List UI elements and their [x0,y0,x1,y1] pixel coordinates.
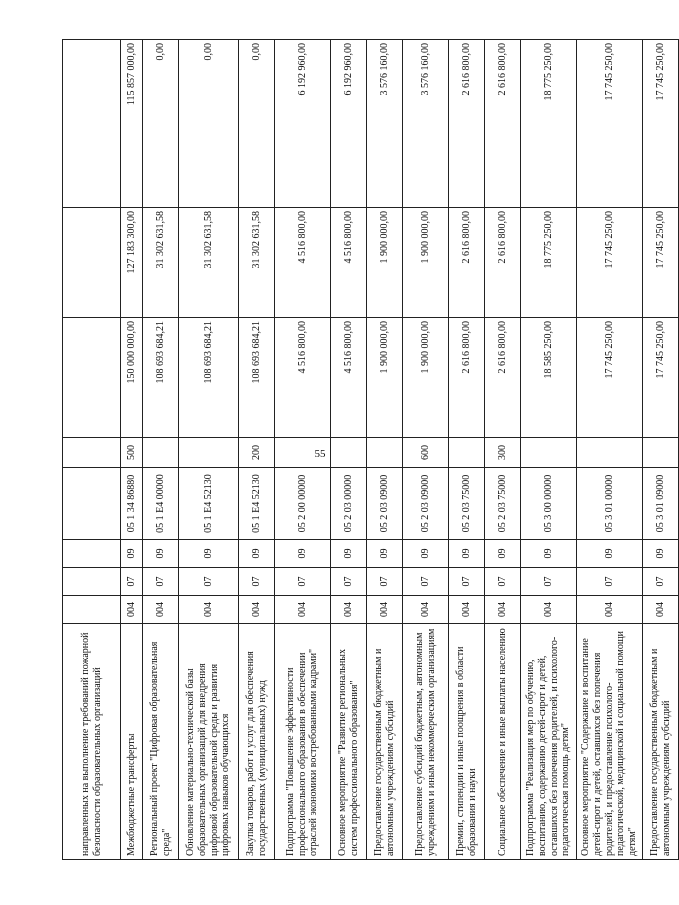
table-row [643,40,679,860]
cell-rz: 07 [121,568,143,596]
cell-amount-2: 17 745 250,00 [643,208,679,318]
cell-rz: 07 [179,568,239,596]
cell-pr: 09 [367,540,403,568]
cell-amount-2: 1 900 000,00 [403,208,449,318]
cell-amount-3: 115 857 000,00 [121,40,143,208]
cell-grbs: 004 [143,596,179,624]
cell-amount-3: 17 745 250,00 [643,40,679,208]
cell-vr: 300 [485,438,521,468]
cell-amount-1: 150 000 000,00 [121,318,143,438]
cell-amount-3: 2 616 800,00 [449,40,485,208]
cell-grbs: 004 [485,596,521,624]
cell-amount-2: 17 745 250,00 [577,208,643,318]
cell-pr: 09 [403,540,449,568]
cell-amount-2: 1 900 000,00 [367,208,403,318]
cell-grbs: 004 [179,596,239,624]
table-row [275,40,331,860]
cell-rz: 07 [577,568,643,596]
cell-grbs: 004 [643,596,679,624]
cell-vr [63,438,121,468]
cell-amount-1: 1 900 000,00 [367,318,403,438]
cell-amount-1: 2 616 800,00 [449,318,485,438]
cell-name: Подпрограмма "Реализация мер по обучению, воспитанию, содержанию детей-сирот и детей, оставшихся без попечения родителей, и психолого-педагогическая помощь детям" [521,624,577,860]
cell-rz: 07 [643,568,679,596]
cell-pr [63,540,121,568]
cell-amount-3: 6 192 960,00 [275,40,331,208]
cell-amount-1: 108 693 684,21 [239,318,275,438]
cell-grbs: 004 [275,596,331,624]
cell-amount-1: 2 616 800,00 [485,318,521,438]
cell-pr: 09 [577,540,643,568]
cell-amount-1: 108 693 684,21 [179,318,239,438]
cell-amount-1: 17 745 250,00 [643,318,679,438]
cell-grbs: 004 [331,596,367,624]
cell-amount-3: 17 745 250,00 [577,40,643,208]
cell-pr: 09 [521,540,577,568]
cell-name: Основное мероприятие "Развитие региональных систем профессионального образования" [331,624,367,860]
cell-amount-1: 4 516 800,00 [275,318,331,438]
cell-name: Закупка товаров, работ и услуг для обеспечения государственных (муниципальных) нужд [239,624,275,860]
table-row [403,40,449,860]
cell-pr: 09 [485,540,521,568]
table-row [121,40,143,860]
cell-amount-3: 18 775 250,00 [521,40,577,208]
cell-amount-3: 3 576 160,00 [367,40,403,208]
cell-pr: 09 [275,540,331,568]
cell-vr: 600 [403,438,449,468]
cell-amount-1: 4 516 800,00 [331,318,367,438]
cell-name: Межбюджетные трансферты [121,624,143,860]
cell-cs: 05 2 03 75000 [449,468,485,540]
table-row [331,40,367,860]
cell-rz [63,568,121,596]
cell-name: Предоставление субсидий бюджетным, автономным учреждениям и иным некоммерческим организациям [403,624,449,860]
cell-grbs [63,596,121,624]
cell-pr: 09 [643,540,679,568]
cell-amount-2: 2 616 800,00 [485,208,521,318]
cell-amount-3 [63,40,121,208]
cell-cs [63,468,121,540]
cell-cs: 05 3 01 00000 [577,468,643,540]
cell-grbs: 004 [577,596,643,624]
cell-amount-2: 31 302 631,58 [239,208,275,318]
table-row [577,40,643,860]
cell-amount-2: 4 516 800,00 [275,208,331,318]
cell-rz: 07 [403,568,449,596]
table-row [239,40,275,860]
cell-amount-1: 108 693 684,21 [143,318,179,438]
cell-vr: 500 [121,438,143,468]
cell-amount-3: 0,00 [179,40,239,208]
cell-name: Предоставление государственным бюджетным и автономным учреждениям субсидий [643,624,679,860]
cell-vr [449,438,485,468]
cell-amount-2: 4 516 800,00 [331,208,367,318]
cell-amount-1: 1 900 000,00 [403,318,449,438]
cell-name: Предоставление государственным бюджетным и автономным учреждениям субсидий [367,624,403,860]
cell-rz: 07 [143,568,179,596]
table-row [485,40,521,860]
cell-rz: 07 [275,568,331,596]
cell-vr [331,438,367,468]
budget-table-body [63,40,679,860]
cell-cs: 05 1 34 86880 [121,468,143,540]
cell-cs: 05 2 03 09000 [403,468,449,540]
cell-vr [367,438,403,468]
cell-cs: 05 1 E4 52130 [239,468,275,540]
cell-cs: 05 2 00 00000 [275,468,331,540]
cell-name: Подпрограмма "Повышение эффективности профессионального образования в обеспечении отраслей экономики востребованными кадрами" [275,624,331,860]
cell-cs: 05 2 03 75000 [485,468,521,540]
cell-pr: 09 [449,540,485,568]
cell-amount-3: 0,00 [143,40,179,208]
cell-grbs: 004 [239,596,275,624]
cell-vr [521,438,577,468]
cell-grbs: 004 [449,596,485,624]
budget-table [62,39,679,860]
cell-amount-1 [63,318,121,438]
cell-pr: 09 [121,540,143,568]
cell-vr [643,438,679,468]
cell-rz: 07 [239,568,275,596]
cell-amount-2: 2 616 800,00 [449,208,485,318]
cell-amount-3: 2 616 800,00 [485,40,521,208]
cell-amount-2: 31 302 631,58 [143,208,179,318]
table-row [143,40,179,860]
cell-rz: 07 [331,568,367,596]
cell-pr: 09 [179,540,239,568]
table-row [367,40,403,860]
table-row [179,40,239,860]
table-row [449,40,485,860]
cell-name: Основное мероприятие "Содержание и воспитание детей-сирот и детей, оставшихся без попечения родителей, и предоставление психолого-педагогической, медицинской и социальной помощи детям" [577,624,643,860]
cell-name: Обновление материально-технической базы образовательных организаций для внедрения цифровой образовательной среды и развития цифровых навыков обучающихся [179,624,239,860]
cell-rz: 07 [485,568,521,596]
cell-amount-1: 17 745 250,00 [577,318,643,438]
cell-cs: 05 1 E4 52130 [179,468,239,540]
rotated-table-container [62,40,672,860]
cell-amount-2 [63,208,121,318]
cell-cs: 05 3 01 09000 [643,468,679,540]
cell-cs: 05 1 E4 00000 [143,468,179,540]
cell-amount-3: 3 576 160,00 [403,40,449,208]
cell-grbs: 004 [367,596,403,624]
cell-amount-2: 127 183 300,00 [121,208,143,318]
cell-grbs: 004 [121,596,143,624]
cell-amount-2: 31 302 631,58 [179,208,239,318]
cell-name: Премии, стипендии и иные поощрения в области образования и науки [449,624,485,860]
cell-name: направленных на выполнение требований пожарной безопасности образовательных организаций [63,624,121,860]
cell-pr: 09 [331,540,367,568]
cell-grbs: 004 [403,596,449,624]
page-number: 55 [314,448,326,460]
table-row [63,40,121,860]
cell-vr [577,438,643,468]
cell-pr: 09 [143,540,179,568]
cell-vr: 200 [239,438,275,468]
cell-pr: 09 [239,540,275,568]
cell-name: Социальное обеспечение и иные выплаты населению [485,624,521,860]
cell-cs: 05 3 00 00000 [521,468,577,540]
cell-vr [275,438,331,468]
cell-vr [179,438,239,468]
cell-cs: 05 2 03 00000 [331,468,367,540]
cell-vr [143,438,179,468]
cell-amount-3: 6 192 960,00 [331,40,367,208]
cell-grbs: 004 [521,596,577,624]
cell-rz: 07 [449,568,485,596]
cell-amount-1: 18 585 250,00 [521,318,577,438]
rotated-table-frame [62,40,672,860]
table-row [521,40,577,860]
cell-amount-2: 18 775 250,00 [521,208,577,318]
cell-rz: 07 [367,568,403,596]
cell-cs: 05 2 03 09000 [367,468,403,540]
cell-rz: 07 [521,568,577,596]
cell-amount-3: 0,00 [239,40,275,208]
cell-name: Региональный проект "Цифровая образовательная среда" [143,624,179,860]
